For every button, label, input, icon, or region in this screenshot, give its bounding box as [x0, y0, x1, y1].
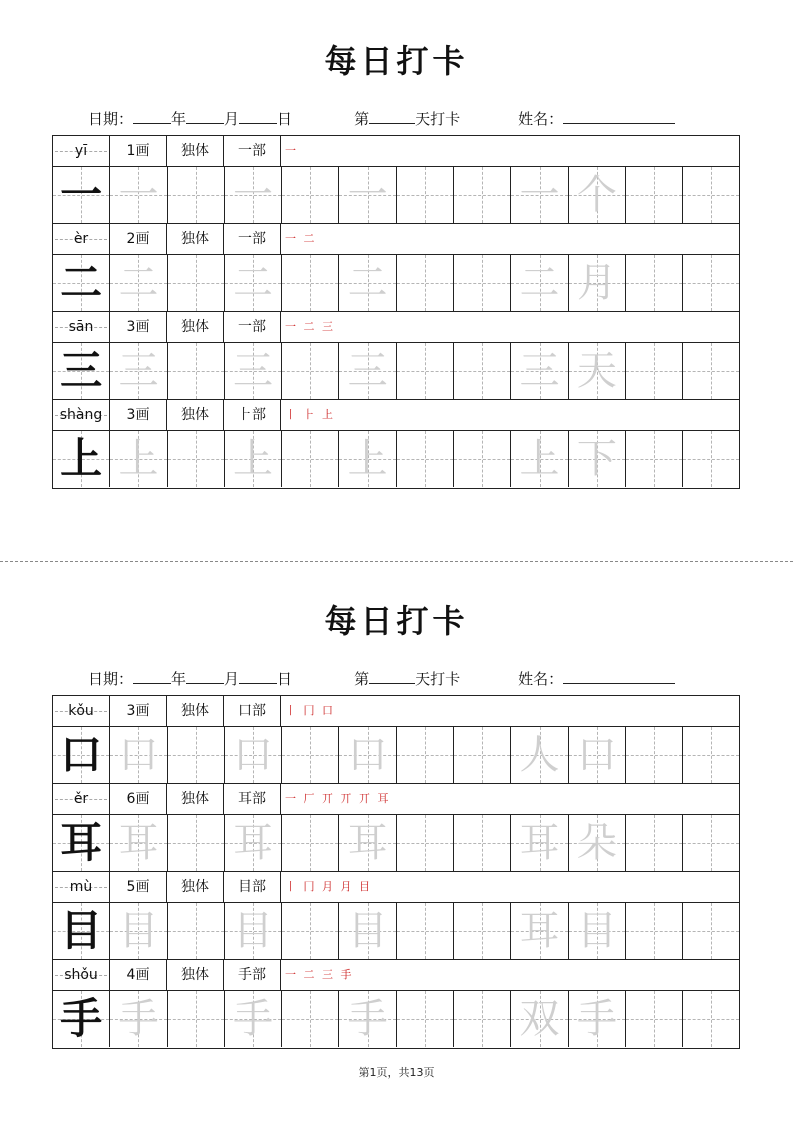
blank-practice-cell[interactable]: [626, 727, 683, 783]
structure-type: 独体: [167, 696, 224, 726]
radical: 目部: [224, 872, 281, 902]
blank-practice-cell[interactable]: [454, 991, 511, 1047]
trace-char: 一: [519, 172, 560, 218]
trace-char: 目: [576, 908, 617, 954]
trace-char: 耳: [519, 908, 560, 954]
blank-practice-cell[interactable]: [168, 167, 225, 223]
model-char: 手: [60, 994, 103, 1043]
trace-char: 上: [233, 436, 274, 482]
writing-row: [53, 727, 739, 784]
trace-char: 口: [576, 732, 617, 778]
trace-char: 双: [519, 996, 560, 1042]
blank-practice-cell[interactable]: [168, 991, 225, 1047]
blank-practice-cell[interactable]: [454, 727, 511, 783]
trace-char: 一: [118, 172, 159, 218]
char-info-row: [53, 696, 739, 727]
trace-char: 上: [118, 436, 159, 482]
blank-practice-cell[interactable]: [626, 903, 683, 959]
blank-practice-cell[interactable]: [683, 343, 739, 399]
blank-practice-cell[interactable]: [454, 167, 511, 223]
pinyin-cell: [53, 784, 110, 814]
model-char: 目: [60, 906, 103, 955]
writing-row: [53, 167, 739, 224]
blank-practice-cell[interactable]: [683, 431, 739, 487]
stroke-order: 丨 ⺊ 上: [285, 408, 335, 421]
model-char-cell: [53, 255, 110, 311]
trace-char: 手: [118, 996, 159, 1042]
date-label: 日期：: [88, 670, 134, 688]
day-blank[interactable]: [239, 109, 277, 124]
trace-char: 口: [347, 732, 388, 778]
trace-char: 目: [347, 908, 388, 954]
trace-cell[interactable]: [225, 815, 282, 871]
trace-cell[interactable]: [110, 991, 167, 1047]
model-char-cell: [53, 991, 110, 1047]
pinyin-text: shàng: [59, 407, 103, 423]
blank-practice-cell[interactable]: [397, 815, 454, 871]
stroke-count: 2画: [110, 224, 167, 254]
blank-practice-cell[interactable]: [397, 727, 454, 783]
char-info-row: [53, 136, 739, 167]
blank-practice-cell[interactable]: [282, 255, 339, 311]
trace-cell[interactable]: [225, 431, 282, 487]
stroke-order: 丨 冂 月 月 目: [285, 880, 372, 893]
model-char-cell: [53, 343, 110, 399]
trace-char: 耳: [233, 820, 274, 866]
pinyin-text: mù: [69, 879, 93, 895]
trace-cell[interactable]: [225, 991, 282, 1047]
blank-practice-cell[interactable]: [397, 255, 454, 311]
trace-cell[interactable]: [569, 815, 626, 871]
name-label: 姓名：: [518, 670, 564, 688]
blank-practice-cell[interactable]: [168, 727, 225, 783]
month-blank[interactable]: [186, 669, 224, 684]
stroke-count: 1画: [110, 136, 167, 166]
trace-cell[interactable]: [569, 255, 626, 311]
blank-practice-cell[interactable]: [683, 815, 739, 871]
radical: ⺊部: [224, 400, 281, 430]
trace-char: 手: [233, 996, 274, 1042]
trace-cell[interactable]: [511, 903, 568, 959]
trace-char: 耳: [519, 820, 560, 866]
blank-practice-cell[interactable]: [168, 255, 225, 311]
trace-char: 上: [347, 436, 388, 482]
trace-cell[interactable]: [110, 255, 167, 311]
page-divider: [0, 561, 793, 562]
trace-cell[interactable]: [511, 255, 568, 311]
blank-practice-cell[interactable]: [454, 255, 511, 311]
model-char: 三: [60, 346, 103, 395]
trace-char: 口: [233, 732, 274, 778]
trace-char: 耳: [347, 820, 388, 866]
trace-cell[interactable]: [339, 727, 396, 783]
blank-practice-cell[interactable]: [397, 343, 454, 399]
trace-char: 个: [576, 172, 617, 218]
trace-char: 一: [233, 172, 274, 218]
stroke-count: 3画: [110, 696, 167, 726]
blank-practice-cell[interactable]: [282, 343, 339, 399]
radical: 耳部: [224, 784, 281, 814]
model-char-cell: [53, 727, 110, 783]
month-label: 月: [224, 670, 240, 688]
blank-practice-cell[interactable]: [282, 431, 339, 487]
pinyin-text: ěr: [73, 791, 89, 807]
pinyin-cell: [53, 400, 110, 430]
trace-cell[interactable]: [110, 167, 167, 223]
stroke-order: 一: [285, 144, 298, 157]
trace-cell[interactable]: [511, 343, 568, 399]
practice-grid: [52, 135, 740, 489]
writing-row: [53, 903, 739, 960]
radical: 一部: [224, 136, 281, 166]
trace-cell[interactable]: [225, 255, 282, 311]
blank-practice-cell[interactable]: [454, 903, 511, 959]
year-label: 年: [171, 670, 187, 688]
structure-type: 独体: [167, 136, 224, 166]
trace-char: 二: [519, 260, 560, 306]
trace-char: 天: [576, 348, 617, 394]
practice-grid: [52, 695, 740, 1049]
radical: 手部: [224, 960, 281, 990]
writing-row: [53, 991, 739, 1048]
trace-char: 手: [347, 996, 388, 1042]
trace-char: 朵: [576, 820, 617, 866]
trace-cell[interactable]: [339, 991, 396, 1047]
trace-cell[interactable]: [339, 903, 396, 959]
trace-cell[interactable]: [110, 727, 167, 783]
stroke-count: 4画: [110, 960, 167, 990]
blank-practice-cell[interactable]: [397, 903, 454, 959]
blank-practice-cell[interactable]: [397, 167, 454, 223]
checkin-suffix: 天打卡: [415, 110, 461, 128]
blank-practice-cell[interactable]: [683, 991, 739, 1047]
trace-char: 目: [118, 908, 159, 954]
structure-type: 独体: [167, 784, 224, 814]
year-label: 年: [171, 110, 187, 128]
blank-practice-cell[interactable]: [454, 815, 511, 871]
pinyin-cell: [53, 224, 110, 254]
name-label: 姓名：: [518, 110, 564, 128]
page-footer: 第1页，共13页: [358, 1066, 435, 1079]
trace-cell[interactable]: [569, 343, 626, 399]
name-blank[interactable]: [563, 669, 675, 684]
char-info-row: [53, 224, 739, 255]
trace-cell[interactable]: [225, 903, 282, 959]
writing-row: [53, 815, 739, 872]
blank-practice-cell[interactable]: [454, 343, 511, 399]
trace-char: 二: [118, 260, 159, 306]
trace-cell[interactable]: [511, 727, 568, 783]
writing-row: [53, 431, 739, 488]
blank-practice-cell[interactable]: [683, 903, 739, 959]
month-label: 月: [224, 110, 240, 128]
pinyin-text: shǒu: [64, 967, 98, 983]
blank-practice-cell[interactable]: [282, 991, 339, 1047]
model-char: 二: [60, 258, 103, 307]
blank-practice-cell[interactable]: [282, 815, 339, 871]
trace-char: 三: [519, 348, 560, 394]
trace-char: 人: [519, 732, 560, 778]
writing-row: [53, 343, 739, 400]
trace-cell[interactable]: [225, 343, 282, 399]
blank-practice-cell[interactable]: [626, 815, 683, 871]
trace-char: 三: [118, 348, 159, 394]
year-blank[interactable]: [133, 669, 171, 684]
char-info-row: [53, 960, 739, 991]
trace-cell[interactable]: [569, 903, 626, 959]
trace-cell[interactable]: [511, 815, 568, 871]
structure-type: 独体: [167, 960, 224, 990]
pinyin-cell: [53, 872, 110, 902]
blank-practice-cell[interactable]: [626, 343, 683, 399]
pinyin-text: èr: [73, 231, 89, 247]
trace-char: 二: [233, 260, 274, 306]
trace-char: 口: [118, 732, 159, 778]
trace-cell[interactable]: [511, 167, 568, 223]
char-info-row: [53, 872, 739, 903]
blank-practice-cell[interactable]: [168, 431, 225, 487]
structure-type: 独体: [167, 312, 224, 342]
trace-cell[interactable]: [339, 255, 396, 311]
trace-cell[interactable]: [569, 991, 626, 1047]
blank-practice-cell[interactable]: [454, 431, 511, 487]
radical: 一部: [224, 224, 281, 254]
pinyin-text: kǒu: [68, 703, 94, 719]
trace-char: 上: [519, 436, 560, 482]
blank-practice-cell[interactable]: [168, 903, 225, 959]
trace-cell[interactable]: [339, 167, 396, 223]
trace-cell[interactable]: [339, 343, 396, 399]
info-line: [88, 108, 675, 129]
trace-char: 耳: [118, 820, 159, 866]
checkin-days-blank[interactable]: [369, 109, 415, 124]
model-char: 口: [60, 730, 103, 779]
blank-practice-cell[interactable]: [683, 727, 739, 783]
radical: 口部: [224, 696, 281, 726]
stroke-count: 6画: [110, 784, 167, 814]
pinyin-cell: [53, 960, 110, 990]
name-blank[interactable]: [563, 109, 675, 124]
blank-practice-cell[interactable]: [683, 255, 739, 311]
trace-char: 一: [347, 172, 388, 218]
pinyin-cell: [53, 696, 110, 726]
trace-char: 下: [576, 436, 617, 482]
trace-char: 二: [347, 260, 388, 306]
blank-practice-cell[interactable]: [626, 167, 683, 223]
checkin-days-blank[interactable]: [369, 669, 415, 684]
trace-cell[interactable]: [110, 343, 167, 399]
page-title: 每日打卡: [324, 602, 469, 640]
blank-practice-cell[interactable]: [168, 815, 225, 871]
checkin-suffix: 天打卡: [415, 670, 461, 688]
char-info-row: [53, 312, 739, 343]
model-char: 一: [60, 170, 103, 219]
trace-cell[interactable]: [110, 431, 167, 487]
checkin-prefix: 第: [354, 110, 370, 128]
trace-cell[interactable]: [110, 903, 167, 959]
blank-practice-cell[interactable]: [626, 255, 683, 311]
year-blank[interactable]: [133, 109, 171, 124]
trace-char: 目: [233, 908, 274, 954]
blank-practice-cell[interactable]: [282, 727, 339, 783]
blank-practice-cell[interactable]: [626, 991, 683, 1047]
blank-practice-cell[interactable]: [168, 343, 225, 399]
stroke-count: 5画: [110, 872, 167, 902]
trace-cell[interactable]: [339, 431, 396, 487]
trace-cell[interactable]: [225, 167, 282, 223]
stroke-count: 3画: [110, 400, 167, 430]
blank-practice-cell[interactable]: [397, 431, 454, 487]
trace-cell[interactable]: [339, 815, 396, 871]
blank-practice-cell[interactable]: [282, 903, 339, 959]
blank-practice-cell[interactable]: [282, 167, 339, 223]
pinyin-cell: [53, 136, 110, 166]
trace-cell[interactable]: [569, 431, 626, 487]
trace-cell[interactable]: [511, 991, 568, 1047]
model-char: 耳: [60, 818, 103, 867]
model-char-cell: [53, 903, 110, 959]
day-blank[interactable]: [239, 669, 277, 684]
radical: 一部: [224, 312, 281, 342]
trace-cell[interactable]: [569, 727, 626, 783]
page-title: 每日打卡: [324, 42, 469, 80]
model-char-cell: [53, 167, 110, 223]
model-char-cell: [53, 431, 110, 487]
day-label: 日: [277, 670, 293, 688]
pinyin-cell: [53, 312, 110, 342]
char-info-row: [53, 784, 739, 815]
date-label: 日期：: [88, 110, 134, 128]
trace-cell[interactable]: [511, 431, 568, 487]
stroke-order: 丨 冂 口: [285, 704, 335, 717]
day-label: 日: [277, 110, 293, 128]
trace-cell[interactable]: [569, 167, 626, 223]
stroke-order: 一 厂 丌 丌 丌 耳: [285, 792, 391, 805]
checkin-prefix: 第: [354, 670, 370, 688]
trace-char: 手: [576, 996, 617, 1042]
trace-char: 三: [347, 348, 388, 394]
info-line: [88, 668, 675, 689]
model-char-cell: [53, 815, 110, 871]
char-info-row: [53, 400, 739, 431]
structure-type: 独体: [167, 872, 224, 902]
writing-row: [53, 255, 739, 312]
pinyin-text: yī: [74, 143, 88, 159]
blank-practice-cell[interactable]: [626, 431, 683, 487]
trace-char: 月: [576, 260, 617, 306]
stroke-order: 一 二 三 手: [285, 968, 354, 981]
trace-char: 三: [233, 348, 274, 394]
stroke-order: 一 二: [285, 232, 317, 245]
trace-cell[interactable]: [225, 727, 282, 783]
pinyin-text: sān: [68, 319, 94, 335]
month-blank[interactable]: [186, 109, 224, 124]
blank-practice-cell[interactable]: [397, 991, 454, 1047]
stroke-count: 3画: [110, 312, 167, 342]
stroke-order: 一 二 三: [285, 320, 335, 333]
trace-cell[interactable]: [110, 815, 167, 871]
blank-practice-cell[interactable]: [683, 167, 739, 223]
structure-type: 独体: [167, 400, 224, 430]
model-char: 上: [60, 434, 103, 483]
structure-type: 独体: [167, 224, 224, 254]
